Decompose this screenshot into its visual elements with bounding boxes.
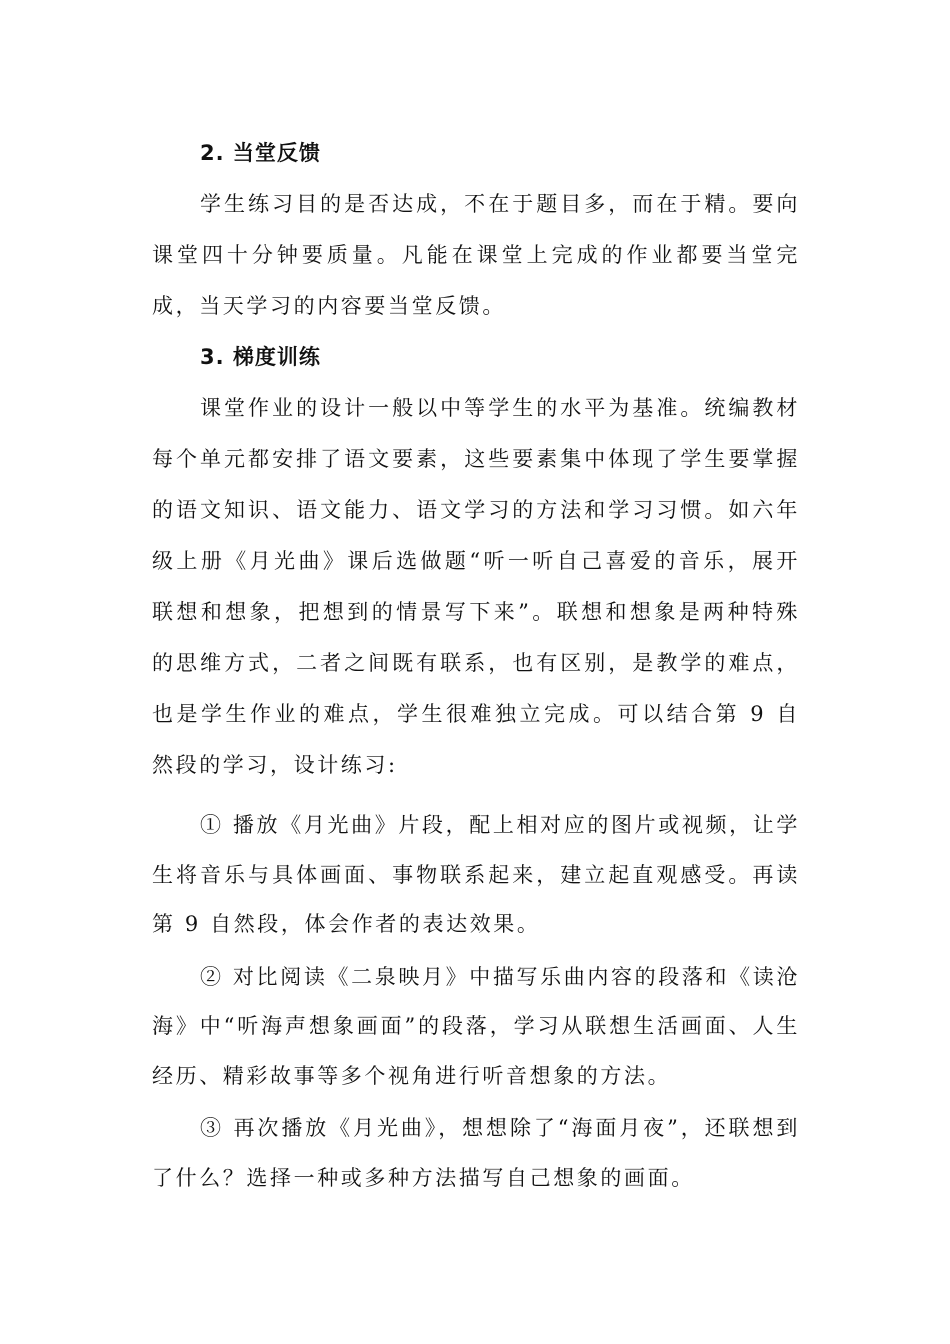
document-page — [152, 128, 800, 1203]
section-heading-gradient-training: 3. 梯度训练 — [200, 345, 321, 369]
list-item-2: ② 对比阅读《二泉映月》中描写乐曲内容的段落和《读沧海》中“听海声想象画面”的段落，学习从联想生活画面、人生经历、精彩故事等多个视角进行听音想象的方法。 — [152, 964, 800, 1088]
paragraph-feedback: 学生练习目的是否达成，不在于题目多，而在于精。要向课堂四十分钟要质量。凡能在课堂上完成的作业都要当堂完成，当天学习的内容要当堂反馈。 — [152, 192, 800, 318]
list-item-1: ① 播放《月光曲》片段，配上相对应的图片或视频，让学生将音乐与具体画面、事物联系起来，建立起直观感受。再读第 9 自然段，体会作者的表达效果。 — [152, 813, 800, 936]
section-heading-feedback: 2. 当堂反馈 — [200, 141, 321, 165]
list-item-3: ③ 再次播放《月光曲》，想想除了“海面月夜”，还联想到了什么？选择一种或多种方法描写自己想象的画面。 — [152, 1116, 800, 1190]
paragraph-gradient-training: 课堂作业的设计一般以中等学生的水平为基准。统编教材每个单元都安排了语文要素，这些要素集中体现了学生要掌握的语文知识、语文能力、语文学习的方法和学习习惯。如六年级上册《月光曲》课后选做题“听一听自己喜爱的音乐，展开联想和想象，把想到的情景写下来”。联想和想象是两种特殊的思维方式，二者之间既有联系，也有区别，是教学的难点，也是学生作业的难点，学生很难独立完成。可以结合第 9 自然段的学习，设计练习: — [152, 396, 800, 777]
